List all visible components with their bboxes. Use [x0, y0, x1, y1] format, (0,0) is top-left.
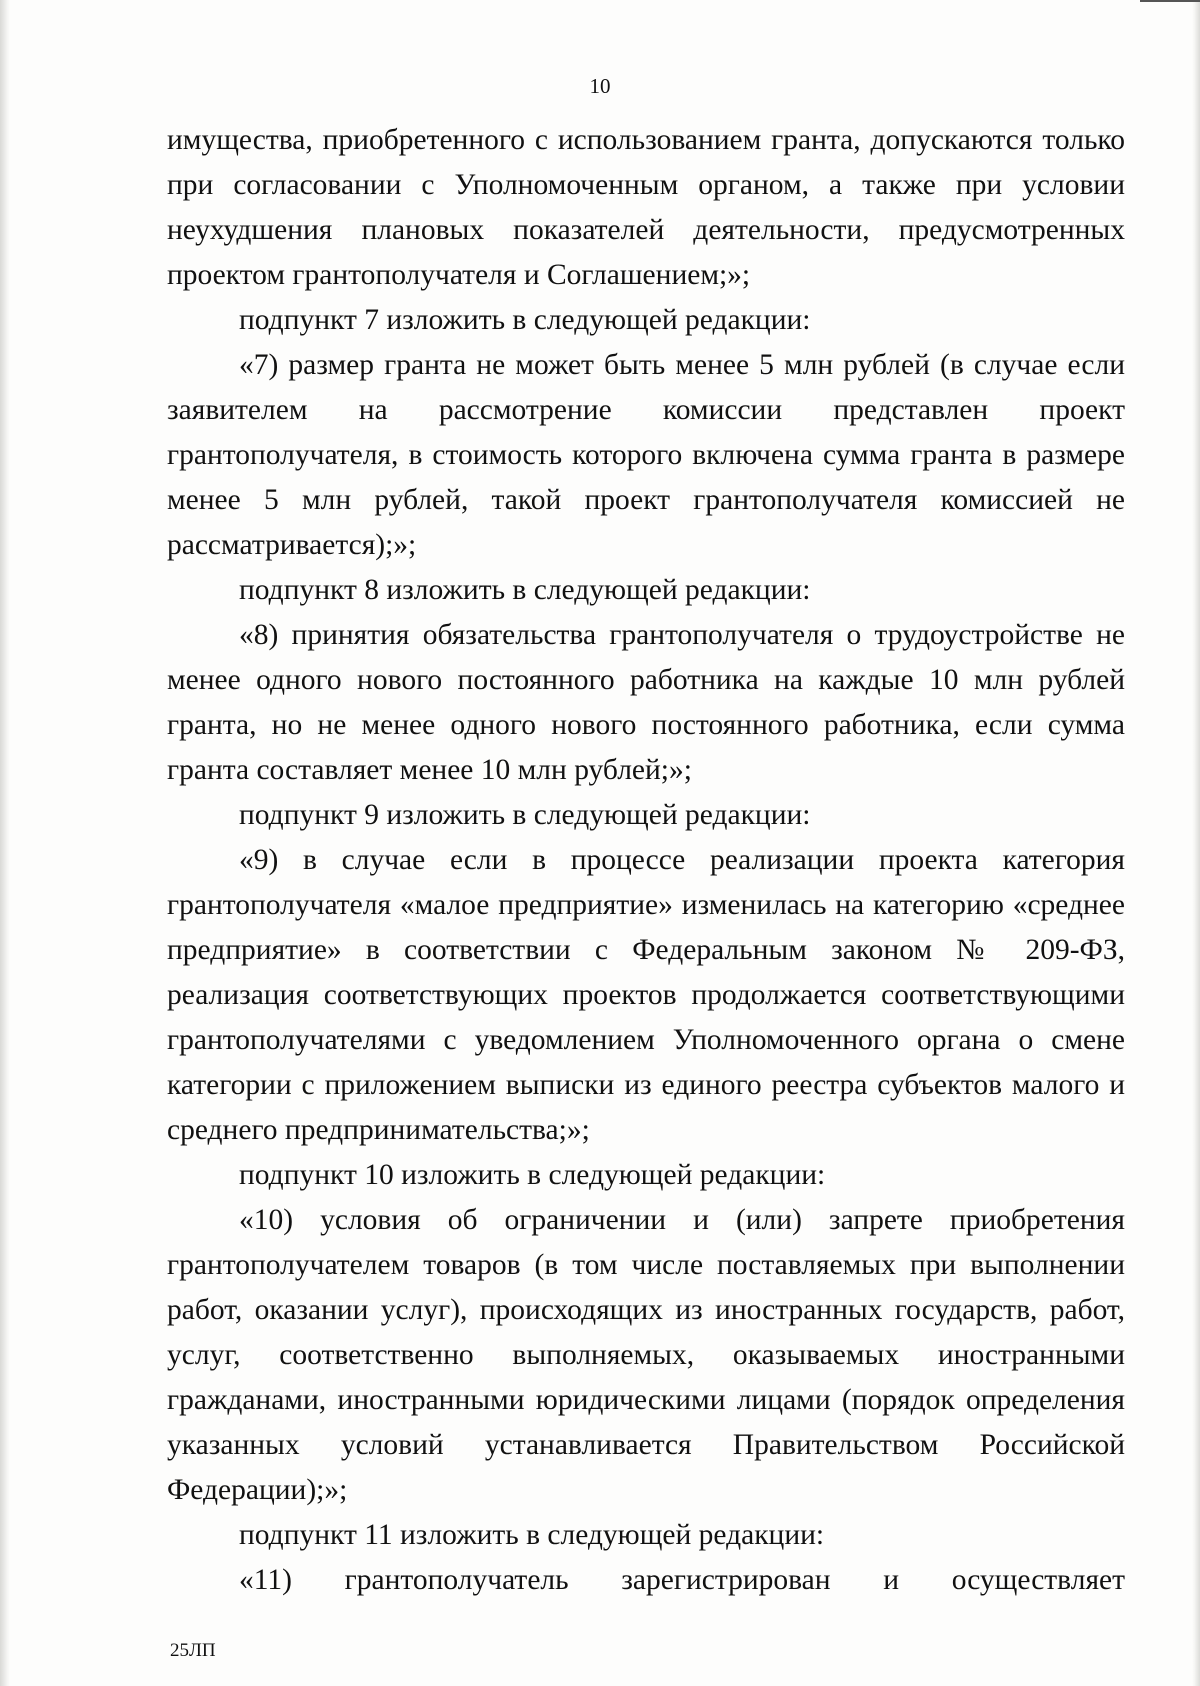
- scan-edge-mark: [1140, 0, 1200, 2]
- paragraph-amendment-11-intro: подпункт 11 изложить в следующей редакции:: [239, 1519, 825, 1551]
- scan-edge-right: [1192, 0, 1200, 1686]
- paragraph-subitem-7: «7) размер гранта не может быть менее 5 млн рублей (в случае если заявителем на рассмотрение комиссии представлен проект грантополучателя, в стоимость которого включена сумма гранта в размере менее 5 млн рублей, такой проект грантополучателя комиссией не рассматривается);»;: [167, 349, 1125, 561]
- paragraph-amendment-8-intro: подпункт 8 изложить в следующей редакции:: [239, 574, 811, 606]
- paragraph-continuation: имущества, приобретенного с использованием гранта, допускаются только при согласовании с Уполномоченным органом, а также при условии неухудшения плановых показателей деятельности, предусмотренных проектом грантополучателя и Соглашением;»;: [167, 124, 1125, 291]
- paragraph-amendment-7-intro: подпункт 7 изложить в следующей редакции:: [239, 304, 811, 336]
- paragraph-amendment-9-intro: подпункт 9 изложить в следующей редакции:: [239, 799, 811, 831]
- paragraph-subitem-8: «8) принятия обязательства грантополучателя о трудоустройстве не менее одного нового постоянного работника на каждые 10 млн рублей гранта, но не менее одного нового постоянного работника, если сумма гранта составляет менее 10 млн рублей;»;: [167, 619, 1125, 786]
- page-number: 10: [589, 74, 611, 98]
- document-body: [167, 118, 1125, 1603]
- paragraph-subitem-9: «9) в случае если в процессе реализации проекта категория грантополучателя «малое предприятие» изменилась на категорию «среднее предприятие» в соответствии с Федеральным законом № 209-ФЗ, реализация соответствующих проектов продолжается соответствующими грантополучателями с уведомлением Уполномоченного органа о смене категории с приложением выписки из единого реестра субъектов малого и среднего предпринимательства;»;: [167, 844, 1125, 1146]
- paragraph-subitem-11: «11) грантополучатель зарегистрирован и осуществляет: [239, 1564, 1125, 1596]
- footer-code: 25ЛП: [170, 1640, 216, 1661]
- paragraph-subitem-10: «10) условия об ограничении и (или) запрете приобретения грантополучателем товаров (в том числе поставляемых при выполнении работ, оказании услуг), происходящих из иностранных государств, работ, услуг, соответственно выполняемых, оказываемых иностранными гражданами, иностранными юридическими лицами (порядок определения указанных условий устанавливается Правительством Российской Федерации);»;: [167, 1204, 1125, 1506]
- scan-edge-left: [0, 0, 10, 1686]
- paragraph-amendment-10-intro: подпункт 10 изложить в следующей редакции:: [239, 1159, 826, 1191]
